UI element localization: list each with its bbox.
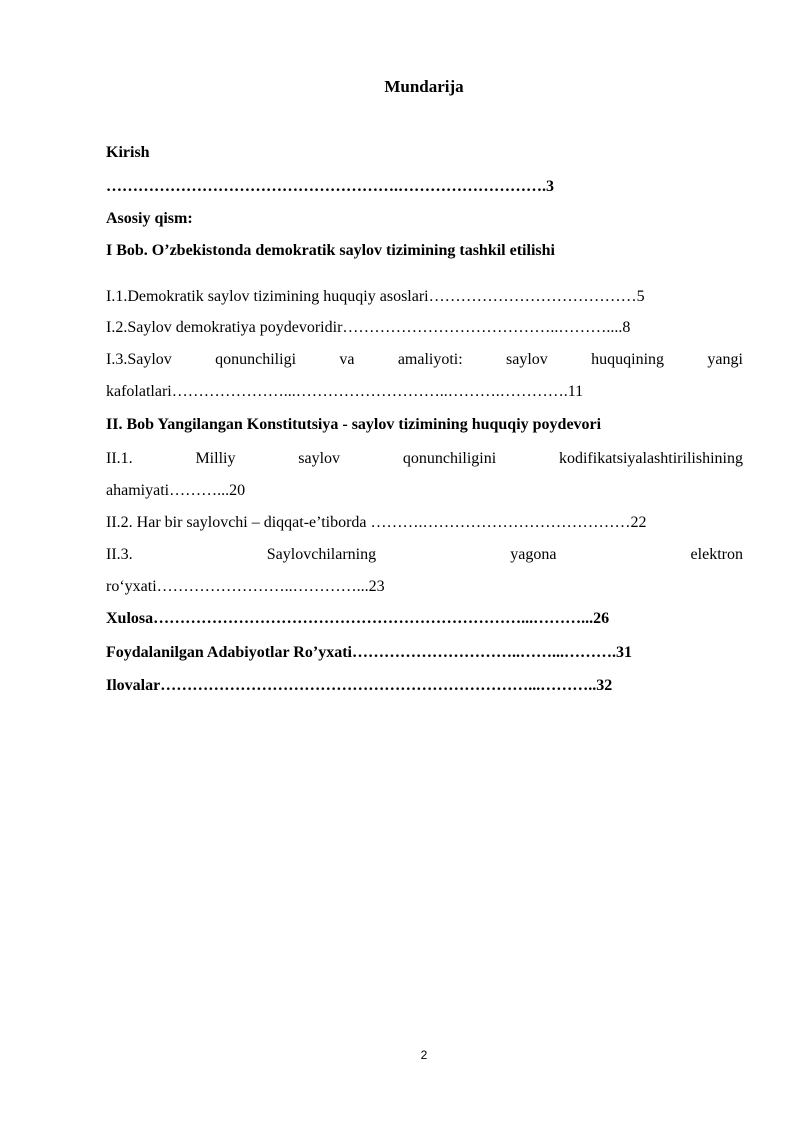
toc-word: va xyxy=(339,351,355,368)
toc-entry-2-1 xyxy=(106,449,743,469)
toc-word: huquqining xyxy=(591,351,665,368)
toc-entry-1-3 xyxy=(106,350,743,370)
toc-word: II.1. xyxy=(106,450,133,467)
toc-word: amaliyoti: xyxy=(397,351,463,368)
toc-entry-1-3-cont: kafolatlari…………………...………………………..……….………….11 xyxy=(106,383,584,400)
toc-word: yagona xyxy=(510,546,557,563)
toc-word: elektron xyxy=(690,546,743,563)
toc-entry-2-1-cont: ahamiyati………...20 xyxy=(106,482,246,499)
toc-entry-2-2: II.2. Har bir saylovchi – diqqat-e’tiborda ……….…………………………………22 xyxy=(106,514,647,531)
toc-chapter-1-title: I Bob. O’zbekistonda demokratik saylov tizimining tashkil etilishi xyxy=(106,242,555,259)
toc-kirish-leader: ……………………………………………….……………………….3 xyxy=(106,178,554,195)
toc-word: yangi xyxy=(707,351,743,368)
toc-word: qonunchiligi xyxy=(215,351,297,368)
toc-word: kodifikatsiyalashtirilishining xyxy=(558,450,743,467)
toc-word: II.3. xyxy=(106,546,133,563)
page-number: 2 xyxy=(420,1048,428,1062)
toc-entry-2-3-cont: ro‘yxati……………………..…………...23 xyxy=(106,578,385,595)
toc-kirish-label: Kirish xyxy=(106,144,150,161)
toc-word: Milliy xyxy=(195,450,236,467)
toc-ilovalar: Ilovalar……………………………………………………………...………..32 xyxy=(106,677,613,694)
toc-foydalanilgan: Foydalanilgan Adabiyotlar Ro’yxati…………………………..……...……….31 xyxy=(106,644,632,661)
toc-chapter-2-title: II. Bob Yangilangan Konstitutsiya - saylov tizimining huquqiy poydevori xyxy=(106,416,602,433)
toc-word: I.3.Saylov xyxy=(106,351,172,368)
toc-word: saylov xyxy=(298,450,341,467)
toc-xulosa: Xulosa……………………………………………………………...………...26 xyxy=(106,610,610,627)
toc-word: saylov xyxy=(506,351,548,368)
toc-word: Saylovchilarning xyxy=(266,546,377,563)
toc-word: qonunchiligini xyxy=(402,450,497,467)
toc-asosiy-qism: Asosiy qism: xyxy=(106,210,193,227)
toc-entry-1-2: I.2.Saylov demokratiya poydevoridir…………………………………..………....8 xyxy=(106,319,631,336)
toc-entry-1-1: I.1.Demokratik saylov tizimining huquqiy asoslari…………………………………5 xyxy=(106,288,645,305)
page-title: Mundarija xyxy=(384,77,464,96)
toc-entry-2-3 xyxy=(106,545,743,565)
